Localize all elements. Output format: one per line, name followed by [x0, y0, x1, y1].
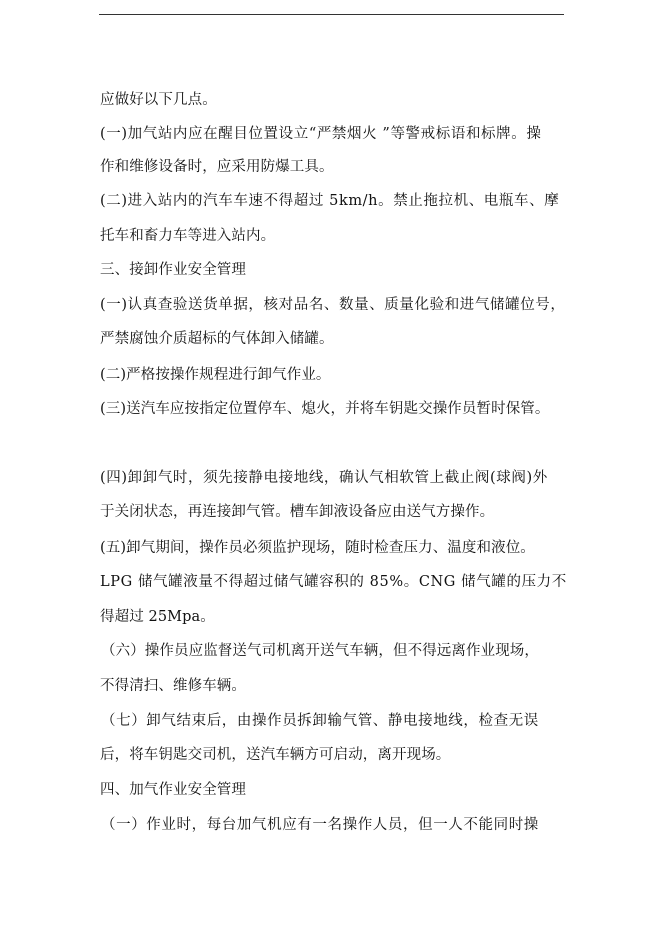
- text-line: 不得清扫、维修车辆。: [100, 678, 246, 694]
- text-line: (一)认真查验送货单据，核对品名、数量、质量化验和进气储罐位号，: [100, 297, 566, 313]
- text-line: 作和维修设备时，应采用防爆工具。: [100, 159, 334, 175]
- text-line: 后，将车钥匙交司机，送汽车辆方可启动，离开现场。: [100, 747, 451, 763]
- section-heading: 四、加气作业安全管理: [100, 782, 246, 798]
- text-line: (四)卸卸气时，须先接静电接地线，确认气相软管上截止阀(球阀)外: [100, 470, 548, 486]
- text-line: (一)加气站内应在醒目位置设立“严禁烟火 ”等警戒标语和标牌。操: [100, 126, 542, 142]
- text-line: 托车和畜力车等进入站内。: [100, 228, 276, 244]
- text-line: 严禁腐蚀介质超标的气体卸入储罐。: [100, 331, 334, 347]
- header-rule: [99, 14, 564, 15]
- text-line: 得超过 25Mpa。: [100, 609, 215, 625]
- text-line: LPG 储气罐液量不得超过储气罐容积的 85%。CNG 储气罐的压力不: [100, 574, 567, 590]
- text-line: (二)进入站内的汽车车速不得超过 5km/h。禁止拖拉机、电瓶车、摩: [100, 193, 560, 209]
- text-line: （一）作业时，每台加气机应有一名操作人员，但一人不能同时操: [101, 817, 539, 833]
- text-line: (三)送汽车应按指定位置停车、熄火，并将车钥匙交操作员暂时保管。: [100, 401, 550, 417]
- text-line: 应做好以下几点。: [100, 92, 217, 108]
- text-line: 于关闭状态，再连接卸气管。槽车卸液设备应由送气方操作。: [100, 504, 495, 520]
- text-line: (二)严格按操作规程进行卸气作业。: [100, 367, 331, 383]
- section-heading: 三、接卸作业安全管理: [100, 262, 246, 278]
- text-line: （七）卸气结束后，由操作员拆卸输气管、静电接地线，检查无误: [101, 713, 539, 729]
- text-line: （六）操作员应监督送气司机离开送气车辆，但不得远离作业现场，: [101, 643, 539, 659]
- text-line: (五)卸气期间，操作员必须监护现场，随时检查压力、温度和液位。: [100, 540, 535, 556]
